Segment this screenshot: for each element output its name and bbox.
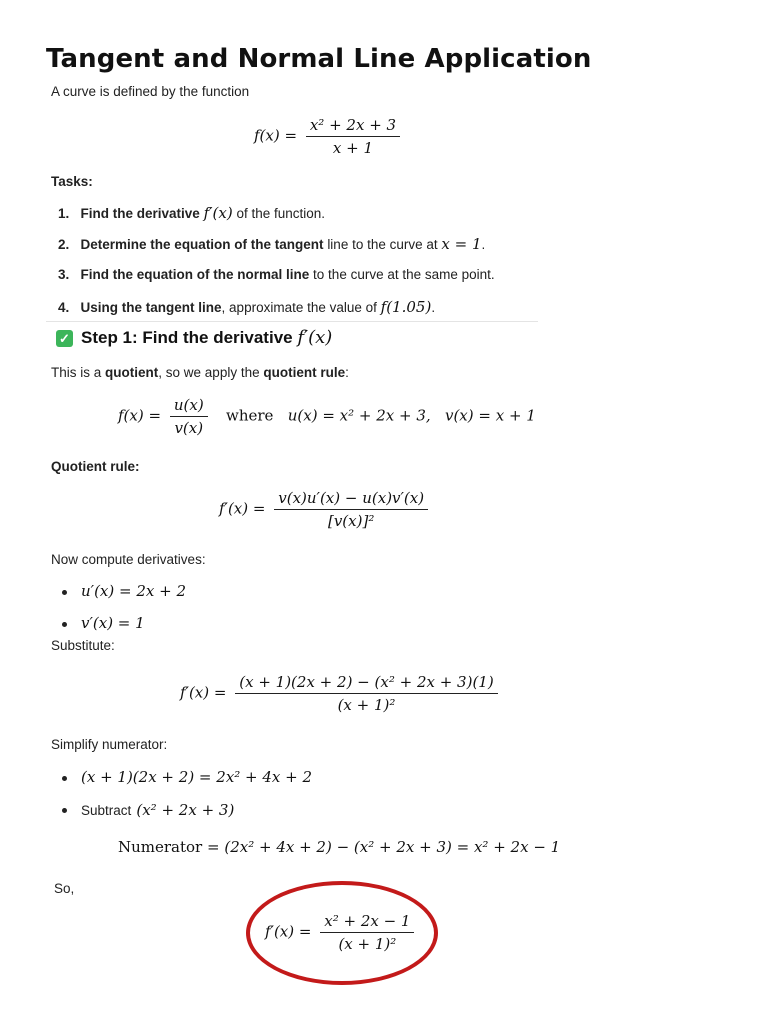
uv-definition xyxy=(118,396,536,437)
sub-numerator: (x + 1)(2x + 2) − (x² + 2x + 3)(1) xyxy=(235,673,497,694)
task-bold: Find the derivative xyxy=(80,206,200,221)
task-rest: to the curve at the same point. xyxy=(313,267,495,282)
bullet-icon xyxy=(62,776,67,781)
task-item-4 xyxy=(58,298,435,316)
function-definition xyxy=(254,116,404,157)
bullet-text: (x + 1)(2x + 2) = 2x² + 4x + 2 xyxy=(81,768,313,786)
quotient-rule-formula xyxy=(219,489,432,530)
qr-denominator: [v(x)]² xyxy=(327,512,375,530)
list-item xyxy=(62,582,186,600)
list-item xyxy=(62,768,312,786)
intro-text: A curve is defined by the function xyxy=(51,84,250,99)
bullet-icon xyxy=(62,622,67,627)
step1-heading xyxy=(56,327,332,348)
numerator-expression: = (2x² + 4x + 2) − (x² + 2x + 3) = x² + 2x − 1 xyxy=(207,838,561,856)
bullet-icon xyxy=(62,590,67,595)
fx-numerator: x² + 2x + 3 xyxy=(306,116,400,137)
task-tail: . xyxy=(431,300,436,315)
task-item-1 xyxy=(58,204,325,222)
substitute-text: Substitute: xyxy=(51,638,115,653)
qr-numerator: v(x)u′(x) − u(x)v′(x) xyxy=(274,489,428,510)
sub-denominator: (x + 1)² xyxy=(337,696,396,714)
list-item xyxy=(62,800,234,819)
fuv-v: v(x) = x + 1 xyxy=(444,406,536,425)
task-item-2 xyxy=(58,235,485,253)
page-title: Tangent and Normal Line Application xyxy=(46,44,592,74)
fx-lhs: f(x) = xyxy=(254,126,298,145)
step1-label: Step 1: Find the derivative xyxy=(81,328,293,347)
text-bold: quotient rule xyxy=(263,365,346,380)
check-icon: ✓ xyxy=(56,330,73,347)
fx-denominator: x + 1 xyxy=(332,139,374,157)
bullet-text: v′(x) = 1 xyxy=(81,614,145,632)
step1-math: f′(x) xyxy=(297,327,333,348)
text-bold: quotient xyxy=(105,365,159,380)
quotient-rule-heading: Quotient rule: xyxy=(51,459,140,474)
text: , so we apply the xyxy=(158,365,260,380)
so-text: So, xyxy=(54,881,75,896)
text: : xyxy=(345,365,349,380)
sub-lhs: f′(x) = xyxy=(180,683,227,702)
fuv-numerator: u(x) xyxy=(170,396,208,417)
task-bold: Determine the equation of the tangent xyxy=(80,237,324,252)
task-tail: . xyxy=(481,237,486,252)
task-item-3 xyxy=(58,267,495,282)
compute-text: Now compute derivatives: xyxy=(51,552,206,567)
quotient-intro xyxy=(51,365,349,380)
result-lhs: f′(x) = xyxy=(265,922,312,941)
bullet-icon xyxy=(62,808,67,813)
list-item xyxy=(62,614,145,632)
tasks-heading: Tasks: xyxy=(51,174,93,189)
task-math: x = 1 xyxy=(441,235,482,253)
qr-lhs: f′(x) = xyxy=(219,499,266,518)
substituted-formula xyxy=(180,673,502,714)
simplify-text: Simplify numerator: xyxy=(51,737,168,752)
task-rest: of the function. xyxy=(236,206,326,221)
fuv-denominator: v(x) xyxy=(174,419,204,437)
task-bold: Find the equation of the normal line xyxy=(80,267,310,282)
fuv-where: where xyxy=(225,406,274,425)
numerator-label: Numerator xyxy=(118,838,203,856)
task-rest: , approximate the value of xyxy=(221,300,377,315)
task-math: f(1.05) xyxy=(380,298,432,316)
bullet-text: Subtract xyxy=(81,803,132,818)
fuv-lhs: f(x) = xyxy=(118,406,162,425)
task-math: f′(x) xyxy=(203,204,233,222)
result-numerator: x² + 2x − 1 xyxy=(320,912,414,933)
result-denominator: (x + 1)² xyxy=(338,935,397,953)
bullet-text: u′(x) = 2x + 2 xyxy=(81,582,186,600)
fuv-u: u(x) = x² + 2x + 3, xyxy=(287,406,431,425)
bullet-math: (x² + 2x + 3) xyxy=(136,801,235,819)
task-number: 2. xyxy=(58,237,70,252)
numerator-line xyxy=(118,838,560,856)
task-number: 4. xyxy=(58,300,70,315)
task-number: 1. xyxy=(58,206,70,221)
text: This is a xyxy=(51,365,102,380)
task-number: 3. xyxy=(58,267,70,282)
section-divider xyxy=(46,321,538,322)
result-formula xyxy=(265,912,418,953)
task-rest: line to the curve at xyxy=(327,237,438,252)
task-bold: Using the tangent line xyxy=(80,300,222,315)
